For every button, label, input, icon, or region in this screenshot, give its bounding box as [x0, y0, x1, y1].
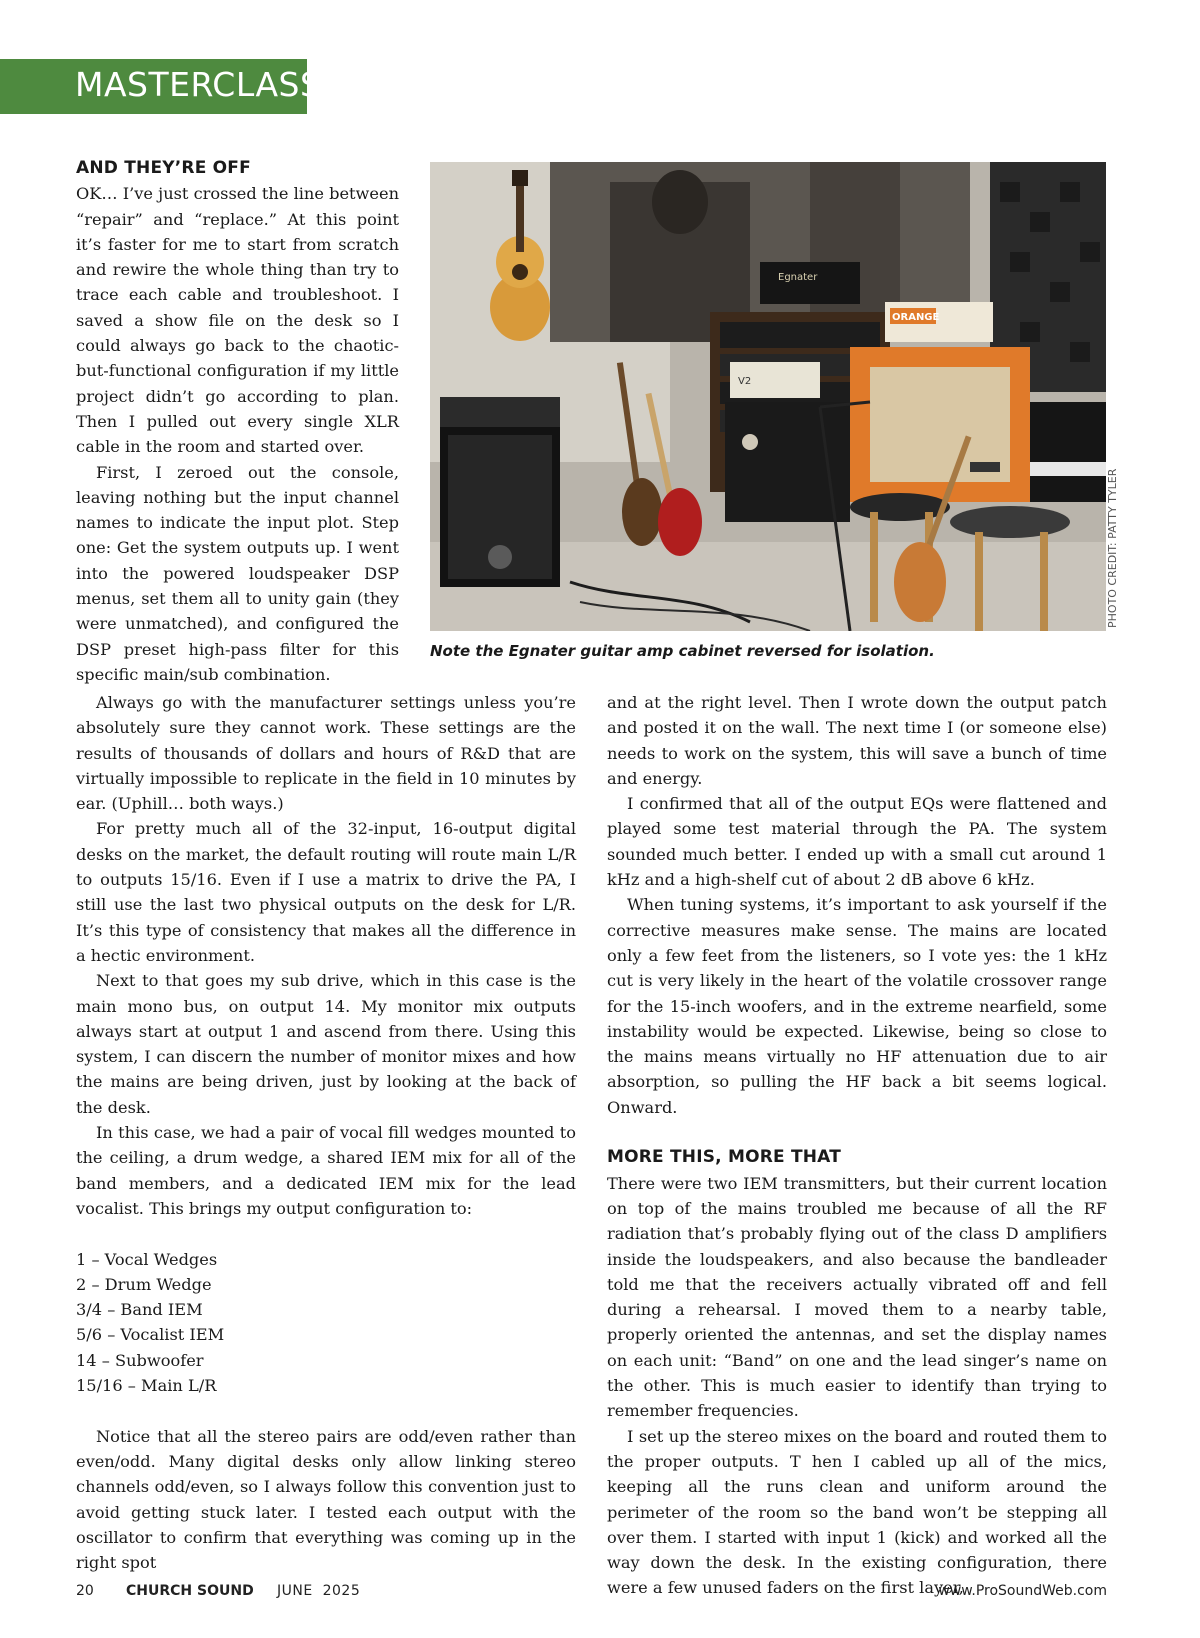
paragraph: I set up the stereo mixes on the board and routed them to the proper outputs. T hen I cabled up all of the mics, keeping all the runs clean and uniform around the perimeter of the room so the band won’t be stepping all over them. I started with input 1 (kick) and worked all the way down the desk. In the existing configuration, there were a few unused faders on the first layer,	[607, 1426, 1107, 1598]
egnater-label: Egnater	[778, 272, 818, 283]
list-item: 14 – Subwoofer	[76, 1350, 204, 1370]
list-item: 15/16 – Main L/R	[76, 1376, 217, 1396]
magazine-name: CHURCH SOUND	[126, 1583, 254, 1599]
output-list	[76, 1247, 576, 1399]
column-top-left	[76, 156, 399, 687]
page-number: 20	[76, 1583, 94, 1599]
spacer	[76, 1221, 576, 1246]
paragraph: In this case, we had a pair of vocal fill wedges mounted to the ceiling, a drum wedge, a shared IEM mix for all of the band members, and a dedicated IEM mix for the lead vocalist. This brings my output configuration to:	[76, 1123, 576, 1218]
paragraph: OK… I’ve just crossed the line between “repair” and “replace.” At this point it’s faster for me to start from scratch and rewire the whole thing than try to trace each cable and troubleshoot. I saved a show file on the desk so I could always go back to the chaotic-but-functional configuration if my little project didn’t go according to plan. Then I pulled out every single XLR cable in the room and started over.	[76, 184, 399, 457]
paragraph: Notice that all the stereo pairs are odd/even rather than even/odd. Many digital desks only allow linking stereo channels odd/even, so I always follow this convention just to avoid getting stuck later. I tested each output with the oscillator to confirm that everything was coming up in the right spot	[76, 1426, 576, 1573]
photo-caption: Note the Egnater guitar amp cabinet reversed for isolation.	[430, 642, 935, 660]
list-item: 2 – Drum Wedge	[76, 1274, 212, 1294]
paragraph: Next to that goes my sub drive, which in this case is the main mono bus, on output 14. My monitor mix outputs always start at output 1 and ascend from there. Using this system, I can discern the number of monitor mixes and how the mains are being driven, just by looking at the back of the desk.	[76, 971, 576, 1117]
column-left	[76, 690, 576, 1575]
studio-photo	[430, 162, 1106, 631]
v2-label: V2	[738, 376, 752, 387]
paragraph: Always go with the manufacturer settings unless you’re absolutely sure they cannot work. These settings are the results of thousands of dollars and hours of R&D that are virtually impossible to replicate in the field in 10 minutes by ear. (Uphill… both ways.)	[76, 693, 576, 814]
section-banner	[0, 59, 322, 114]
list-item: 5/6 – Vocalist IEM	[76, 1325, 225, 1345]
subheading-and-theyre-off: AND THEY’RE OFF	[76, 158, 251, 178]
list-item: 1 – Vocal Wedges	[76, 1249, 218, 1269]
orange-label: ORANGE	[892, 312, 940, 323]
paragraph: and at the right level. Then I wrote down the output patch and posted it on the wall. The next time I (or someone else) needs to work on the system, this will save a bunch of time and energy.	[607, 693, 1107, 788]
photo-credit: PHOTO CREDIT: PATTY TYLER	[1106, 468, 1119, 628]
paragraph: I confirmed that all of the output EQs were flattened and played some test material through the PA. The system sounded much better. I ended up with a small cut around 1 kHz and a high-shelf cut of about 2 dB above 6 kHz.	[607, 794, 1107, 890]
paragraph: When tuning systems, it’s important to ask yourself if the corrective measures make sense. The mains are located only a few feet from the listeners, so I vote yes: the 1 kHz cut is very likely in the heart of the volatile crossover range for the 15-inch woofers, and in the extreme nearfield, some instability would be expected. Likewise, being so close to the mains means virtually no HF attenuation due to air absorption, so pulling the HF back a bit seems logical. Onward.	[607, 895, 1107, 1117]
website-link[interactable]: www.ProSoundWeb.com	[938, 1583, 1107, 1599]
spacer	[76, 1398, 576, 1423]
spacer	[607, 1120, 1107, 1145]
list-item: 3/4 – Band IEM	[76, 1300, 203, 1320]
subheading-more-this-more-that: MORE THIS, MORE THAT	[607, 1147, 842, 1168]
paragraph: First, I zeroed out the console, leaving nothing but the input channel names to indicate the input plot. Step one: Get the system outputs up. I went into the powered loudspeaker DSP menus, set them all to unity gain (they were unmatched), and configured the DSP preset high-pass filter for this specific main/sub combination.	[76, 462, 399, 684]
issue-date: JUNE 2025	[277, 1583, 361, 1599]
section-label: MASTERCLASS	[75, 65, 322, 104]
column-right	[607, 690, 1107, 1601]
paragraph: For pretty much all of the 32-input, 16-output digital desks on the market, the default routing will route main L/R to outputs 15/16. Even if I use a matrix to drive the PA, I still use the last two physical outputs on the desk for L/R. It’s this type of consistency that makes all the difference in a hectic environment.	[76, 819, 576, 965]
paragraph: There were two IEM transmitters, but their current location on top of the mains troubled me because of all the RF radiation that’s probably flying out of the class D amplifiers inside the loudspeakers, and also because the bandleader told me that the receivers actually vibrated off and fell during a rehearsal. I moved them to a nearby table, properly oriented the antennas, and set the display names on each unit: “Band” on one and the lead singer’s name on the other. This is much easier to identify than trying to remember frequencies.	[607, 1173, 1107, 1421]
